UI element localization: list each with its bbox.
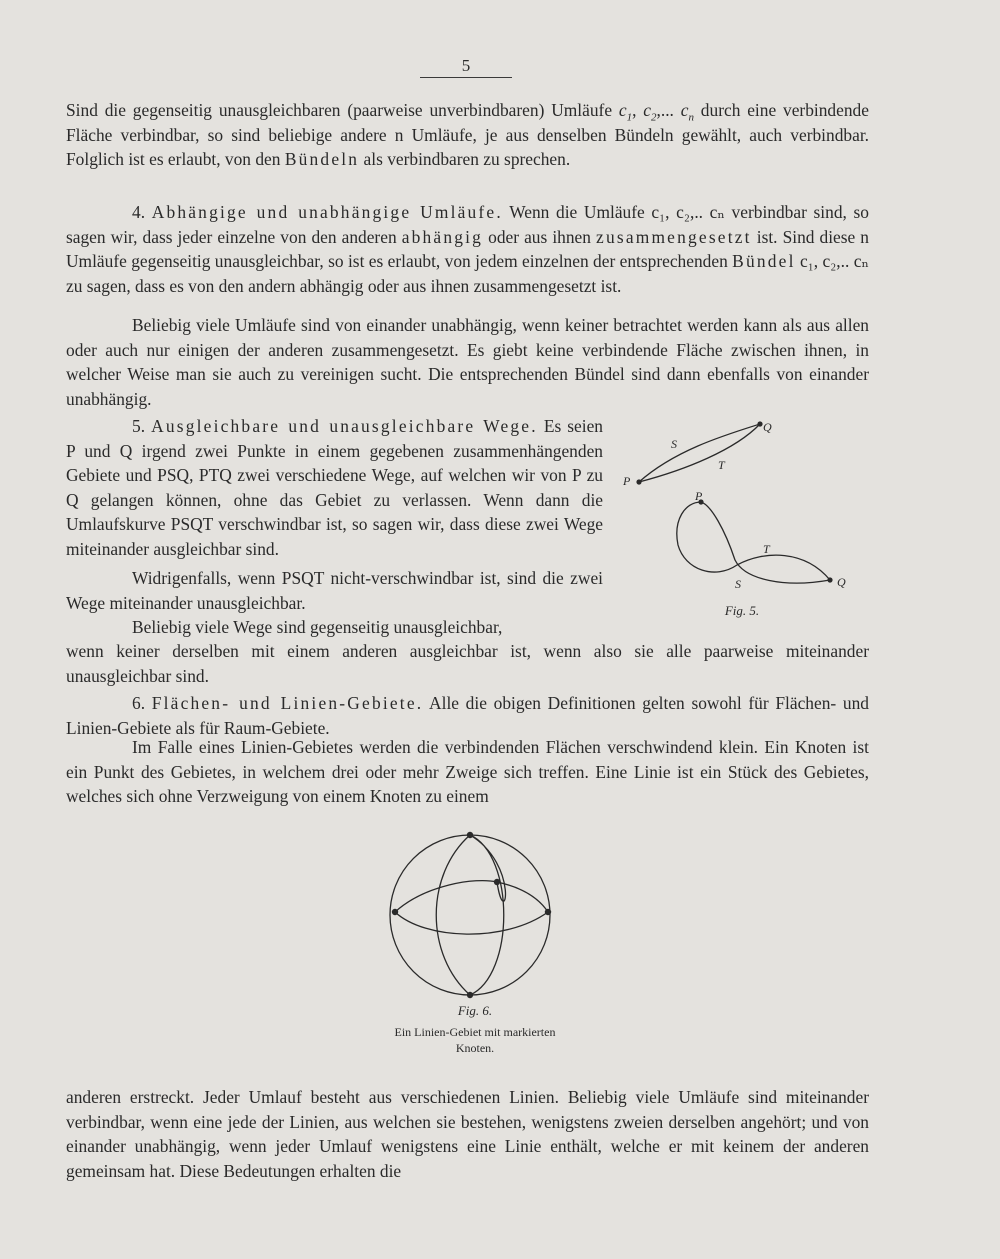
figure-5-caption: Fig. 5.	[724, 603, 760, 618]
intro-text-rest: durch eine verbindende Fläche verbindbar, so sind beliebige andere n Umläufe, je aus denselben Bündeln gewählt, auch verbindbar. Folglich ist es erlaubt, von den	[66, 100, 869, 169]
ways-text-b: wenn keiner derselben mit einem anderen ausgleichbar ist, wenn also sie alle paarweise miteinander unausgleichbar sind.	[66, 641, 869, 686]
fig6-equator-front	[395, 912, 548, 934]
fig5-label-s-top: S	[671, 437, 677, 451]
fig5-point-p-top	[636, 479, 641, 484]
figure-6-caption: Fig. 6.	[457, 1003, 493, 1018]
section-5-text: Es seien P und Q irgend zwei Punkte in einem gegebenen zusammenhängenden Gebiete und PSQ, PTQ zwei verschiedene Wege, auf welchen wir von P zu Q gelangen können, ohne das Gebiet zu verlassen. Wenn dann die Umlaufskurve PSQT verschwindbar ist, so sagen wir, dass diese zwei Wege miteinander ausgleichbar sind.	[66, 416, 603, 559]
fig6-node-inner	[494, 879, 500, 885]
intro-text: Sind die gegenseitig unausgleichbaren (paarweise unverbindbaren) Umläufe	[66, 100, 613, 120]
fig5-label-s-bottom: S	[735, 577, 741, 591]
section-4-spaced-3: Bündel	[732, 251, 796, 271]
fig5-label-t-top: T	[718, 458, 725, 472]
section-4-text-a: Wenn die Umläufe c₁, c₂,.. cₙ verbindbar sind, so sagen wir, dass jeder einzelne von den anderen	[66, 202, 869, 247]
section-4-text-b: oder aus ihnen	[488, 226, 591, 247]
fig5-path-s	[639, 424, 760, 482]
paragraph-ways-b	[66, 639, 869, 688]
section-5-title: Ausgleichbare und unausgleichbare Wege.	[151, 416, 538, 436]
paragraph-continuation	[66, 1085, 869, 1183]
figure-5	[615, 410, 870, 620]
continuation-text: anderen erstreckt. Jeder Umlauf besteht aus verschiedenen Linien. Beliebig viele Umläufe sind miteinander verbindbar, wenn eine jede der Linien, aus welchen sie bestehen, wenigstens zweien derselben angehört; und von einander unabhängig, wenn jeder Umlauf wenigstens eine Linie enthält, welche er mit keinem der anderen gemeinsam hat. Diese Bedeutungen erhalten die	[66, 1087, 869, 1181]
section-5-number: 5.	[132, 416, 146, 436]
page-number: 5	[461, 56, 471, 75]
figure-6-subcaption-2: Knoten.	[455, 1041, 495, 1055]
fig6-node-left	[392, 909, 398, 915]
intro-spaced-word: Bündeln	[284, 149, 360, 169]
fig5-point-q-bottom	[827, 577, 832, 582]
var-cn: $c_n$	[680, 100, 694, 124]
var-c2: $c_2$	[643, 100, 657, 124]
section-6-text: Alle die obigen Definitionen gelten sowohl für Flächen- und Linien-Gebiete als für Raum-Gebiete.	[66, 693, 869, 738]
fig6-node-right	[545, 909, 551, 915]
section-4-spaced-1: abhängig	[401, 226, 484, 247]
fig6-meridian-right	[470, 835, 505, 995]
otherwise-text: Widrigenfalls, wenn PSQT nicht-verschwindbar ist, sind die zwei Wege miteinander unausgleichbar.	[66, 568, 603, 613]
line-domain-text: Im Falle eines Linien-Gebietes werden die verbindenden Flächen verschwindend klein. Ein Knoten ist ein Punkt des Gebietes, in welchem drei oder mehr Zweige sich treffen. Eine Linie ist ein Stück des Gebietes, welches sich ohne Verzweigung von einem Knoten zu einem	[66, 737, 869, 806]
fig6-node-top	[467, 832, 473, 838]
paragraph-line-domain	[66, 735, 869, 809]
fig5-path-t	[639, 424, 760, 482]
section-4-text-d: c₁, c₂,.. cₙ zu sagen, dass es von den andern abhängig oder aus ihnen zusammengesetzt ist.	[66, 251, 869, 296]
fig6-meridian-left	[436, 835, 470, 995]
independence-text: Beliebig viele Umläufe sind von einander unabhängig, wenn keiner betrachtet werden kann als aus allen oder auch nur einigen der anderen zusammengesetzt. Es giebt keine verbindende Fläche zwischen ihnen, in welcher Weise man sie auch zu vereinigen sucht. Die entsprechenden Bündel sind dann ebenfalls von einander unabhängig.	[66, 315, 869, 409]
fig5-label-q-bottom: Q	[837, 575, 846, 589]
fig5-label-t-bottom: T	[763, 542, 770, 556]
section-4-paragraph	[66, 200, 869, 298]
paragraph-ways-a	[132, 615, 603, 640]
section-4-text-c: ist. Sind diese n Umläufe gegenseitig unausgleichbar, so ist es erlaubt, von jedem einzelnen der entsprechenden	[66, 226, 869, 271]
section-6-title: Flächen- und Linien-Gebiete.	[151, 693, 424, 713]
fig5-figure8	[677, 502, 830, 583]
figure-6	[385, 825, 565, 1005]
var-c1: $c_1$	[618, 100, 633, 124]
section-4-number: 4.	[132, 202, 146, 222]
fig6-node-bottom	[467, 992, 473, 998]
fig5-label-p-bottom: P	[695, 489, 703, 503]
section-4-spaced-2: zusammengesetzt	[596, 226, 752, 247]
section-5-paragraph	[66, 414, 603, 561]
section-4-title: Abhängige und unabhängige Umläufe.	[151, 202, 503, 222]
ways-text-a: Beliebig viele Wege sind gegenseitig unausgleichbar,	[132, 617, 503, 637]
section-6-number: 6.	[132, 693, 146, 713]
figure-6-subcaption-1: Ein Linien-Gebiet mit markierten	[394, 1025, 556, 1039]
fig6-sphere-outline	[390, 835, 550, 995]
fig5-label-p-top: P	[623, 474, 631, 488]
paragraph-otherwise	[66, 566, 603, 615]
fig5-point-q-top	[757, 421, 762, 426]
page-number-rule	[420, 77, 512, 78]
paragraph-independence	[66, 313, 869, 411]
intro-text-end: als verbindbaren zu sprechen.	[363, 149, 571, 169]
paragraph-intro: Sind die gegenseitig unausgleichbaren (paarweise unverbindbaren) Umläufe $c_1$, $c_2$,... $c_n$ durch eine verbindende Fläche verbindbar, so sind beliebige andere n Umläufe, je aus denselben Bündeln gewählt, auch verbindbar. Folglich ist es erlaubt, von den Bündeln als verbindbaren zu sprechen.	[66, 100, 869, 169]
section-6-paragraph	[66, 691, 869, 740]
fig6-equator-back	[395, 881, 548, 912]
fig5-label-q-top: Q	[763, 420, 772, 434]
